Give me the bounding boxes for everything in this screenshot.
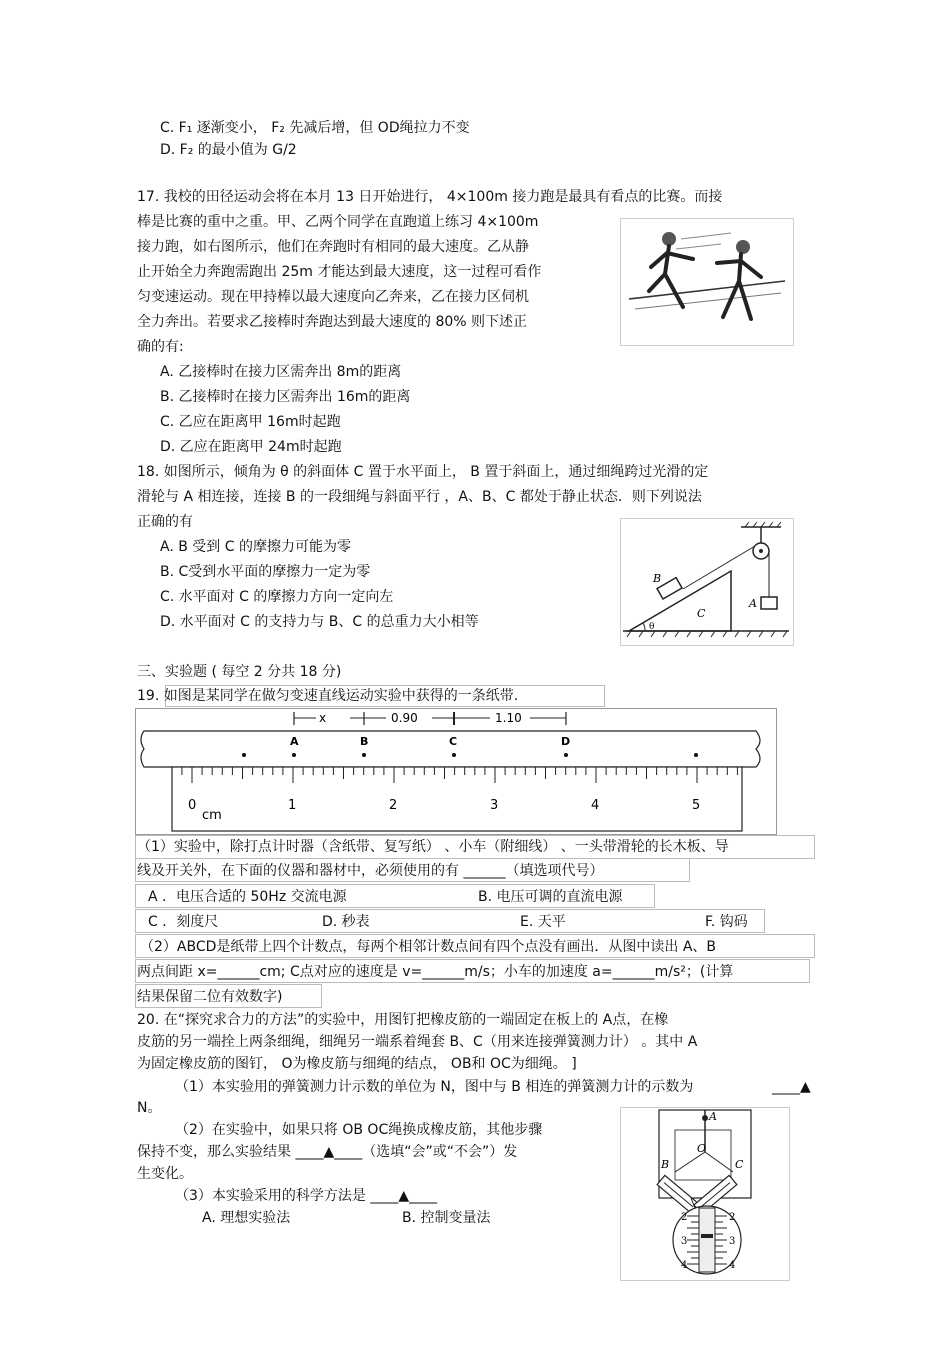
q19-option-f: F. 钩码 — [705, 914, 748, 930]
q17-line-4: 止开始全力奔跑需跑出 25m 才能达到最大速度，这一过程可看作 — [137, 264, 542, 280]
q17-line-3: 接力跑，如右图所示，他们在奔跑时有相同的最大速度。乙从静 — [137, 239, 529, 255]
relay-runners-figure — [620, 218, 794, 346]
q19-part2-line2: 两点间距 x=______cm; C点对应的速度是 v=______m/s；小车的加速度 a=______m/s²；(计算 — [137, 964, 734, 980]
q17-option-c: C. 乙应在距离甲 16m时起跑 — [160, 414, 341, 430]
q19-part1-line2: 线及开关外，在下面的仪器和器材中，必须使用的有 ______（填选项代号） — [137, 863, 604, 879]
point-d: D — [561, 735, 571, 748]
label-c: C — [735, 1158, 744, 1171]
q16-option-c: C. F₁ 逐渐变小， F₂ 先减后增，但 OD绳拉力不变 — [160, 120, 470, 136]
tick-4: 4 — [591, 798, 600, 813]
q19-option-c: C ．刻度尺 — [148, 914, 219, 930]
tick-0: 0 — [188, 798, 197, 813]
q17-line-2: 棒是比赛的重中之重。甲、乙两个同学在直跑道上练习 4×100m — [137, 214, 539, 230]
q19-option-b: B. 电压可调的直流电源 — [478, 889, 623, 905]
q17-option-a: A. 乙接棒时在接力区需奔出 8m的距离 — [160, 364, 402, 380]
q17-line-7: 确的有: — [137, 339, 184, 355]
q19-part1-line1: （1）实验中，除打点计时器（含纸带、复写纸） 、小车（附细线） 、一头带滑轮的长木板、导 — [137, 839, 729, 855]
point-b: B — [360, 735, 369, 748]
tick-1: 1 — [288, 798, 297, 813]
q19-options-box2 — [135, 909, 765, 933]
q20-sub2-line1: （2）在实验中，如果只将 OB OC绳换成橡皮筋，其他步骤 — [175, 1122, 543, 1138]
label-o: O — [697, 1142, 707, 1155]
label-a: A — [709, 1110, 717, 1123]
q20-sub1-line1: （1）本实验用的弹簧测力计示数的单位为 N，图中与 B 相连的弹簧测力计的示数为 — [175, 1079, 694, 1095]
tick-5: 5 — [692, 798, 701, 813]
tick-3: 3 — [490, 798, 499, 813]
q17-option-d: D. 乙应在距离甲 24m时起跑 — [160, 439, 342, 455]
q19-option-e: E. 天平 — [520, 914, 566, 930]
q17-line-6: 全力奔出。若要求乙接棒时奔跑达到最大速度的 80% 则下述正 — [137, 314, 528, 330]
q20-sub3: （3）本实验采用的科学方法是 ____▲____ — [175, 1188, 438, 1204]
q19-title: 19. 如图是某同学在做匀变速直线运动实验中获得的一条纸带. — [137, 688, 519, 704]
scale-4-right: 4 — [729, 1260, 736, 1271]
q17-line-1: 17. 我校的田径运动会将在本月 13 日开始进行， 4×100m 接力跑是最具有看点的比赛。而接 — [137, 189, 723, 205]
force-experiment-figure — [620, 1107, 790, 1281]
q17-line-5: 匀变速运动。现在甲持棒以最大速度向乙奔来，乙在接力区伺机 — [137, 289, 529, 305]
q19-part2-line3: 结果保留二位有效数字) — [137, 989, 283, 1005]
q18-line-1: 18. 如图所示，倾角为 θ 的斜面体 C 置于水平面上， B 置于斜面上，通过细绳跨过光滑的定 — [137, 464, 709, 480]
incline-pulley-figure — [620, 518, 794, 646]
scale-2-right: 2 — [729, 1212, 736, 1223]
label-theta: θ — [649, 622, 655, 632]
q18-option-d: D. 水平面对 C 的支持力与 B、C 的总重力大小相等 — [160, 614, 479, 630]
q18-line-3: 正确的有 — [137, 514, 193, 530]
label-a: A — [749, 597, 757, 610]
q17-option-b: B. 乙接棒时在接力区需奔出 16m的距离 — [160, 389, 411, 405]
q20-line-3: 为固定橡皮筋的图钉， O为橡皮筋与细绳的结点， OB和 OC为细绳。 ] — [137, 1056, 577, 1072]
scale-2-left: 2 — [681, 1212, 688, 1223]
q16-option-d: D. F₂ 的最小值为 G/2 — [160, 142, 297, 158]
paper-tape-figure — [135, 708, 777, 835]
q18-line-2: 滑轮与 A 相连接，连接 B 的一段细绳与斜面平行 ，A、B、C 都处于静止状态．则下列说法 — [137, 489, 702, 505]
section-3-heading: 三、实验题 ( 每空 2 分共 18 分) — [137, 664, 342, 680]
q20-sub1-line2: N。 — [137, 1100, 162, 1116]
label-c: C — [697, 607, 706, 620]
q19-part2-line1: （2）ABCD是纸带上四个计数点，每两个相邻计数点间有四个点没有画出．从图中读出 A、B — [140, 939, 717, 955]
q20-sub2-line2: 保持不变，那么实验结果 ____▲____（选填“会”或“不会”）发 — [137, 1144, 518, 1160]
q18-option-a: A. B 受到 C 的摩擦力可能为零 — [160, 539, 351, 555]
label-b: B — [661, 1158, 670, 1171]
x-label: x — [319, 711, 327, 725]
point-c: C — [449, 735, 458, 748]
q19-option-a: A ．电压合适的 50Hz 交流电源 — [148, 889, 347, 905]
q20-sub2-line3: 生变化。 — [137, 1166, 193, 1182]
q18-option-c: C. 水平面对 C 的摩擦力方向一定向左 — [160, 589, 394, 605]
scale-4-left: 4 — [681, 1260, 688, 1271]
point-a: A — [290, 735, 299, 748]
unit-cm: cm — [202, 808, 222, 823]
q20-line-2: 皮筋的另一端拴上两条细绳，细绳另一端系着绳套 B、C（用来连接弹簧测力计） 。其中 A — [137, 1034, 698, 1050]
scale-3-right: 3 — [729, 1236, 736, 1247]
q20-sub1-blank: ____▲ — [772, 1079, 811, 1095]
q19-option-d: D. 秒表 — [322, 914, 370, 930]
distance-2: 1.10 — [495, 711, 522, 725]
q20-line-1: 20. 在“探究求合力的方法”的实验中，用图钉把橡皮筋的一端固定在板上的 A点，在橡 — [137, 1012, 669, 1028]
tick-2: 2 — [389, 798, 398, 813]
label-b: B — [653, 572, 662, 585]
q20-option-b: B. 控制变量法 — [402, 1210, 491, 1226]
distance-1: 0.90 — [391, 711, 418, 725]
q20-option-a: A. 理想实验法 — [202, 1210, 291, 1226]
q18-option-b: B. C受到水平面的摩擦力一定为零 — [160, 564, 371, 580]
scale-3-left: 3 — [681, 1236, 688, 1247]
